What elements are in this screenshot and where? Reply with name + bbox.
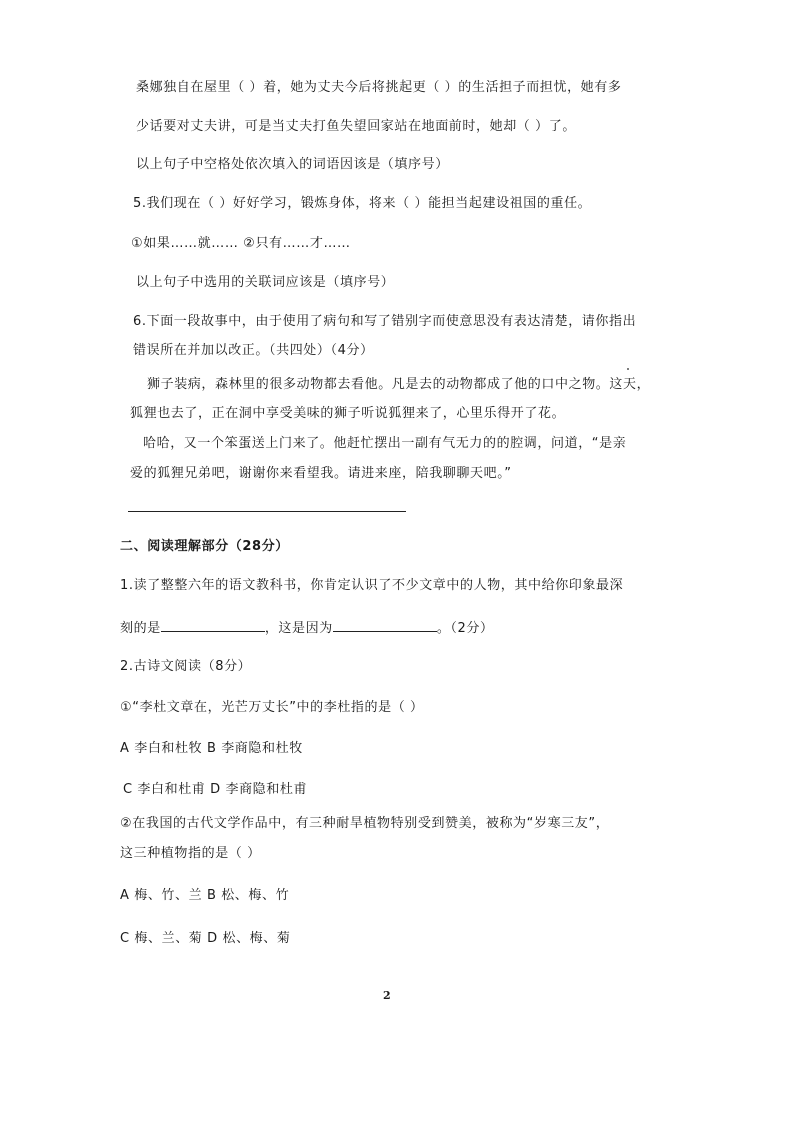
q4-sentence-line1: 桑娜独自在屋里（ ）着，她为丈夫今后将挑起更（ ）的生活担子而担忧，她有多 [136, 80, 622, 95]
poem-question-2-line1: ②在我国的古代文学作品中，有三种耐旱植物特别受到赞美，被称为“岁寒三友”， [120, 816, 610, 831]
q4-sentence-line2: 少话要对丈夫讲，可是当丈夫打鱼失望回家站在地面前时，她却（ ）了。 [136, 119, 576, 134]
poem-question-2-line2: 这三种植物指的是（ ） [120, 846, 261, 861]
poem-question-1-options-cd: C 李白和杜甫 D 李商隐和杜甫 [123, 782, 308, 797]
q6-story-line3: 哈哈，又一个笨蛋送上门来了。他赶忙摆出一副有气无力的的腔调，问道，“是亲 [143, 436, 627, 451]
poem-question-1: ①“李杜文章在，光芒万丈长”中的李杜指的是（ ） [120, 700, 424, 715]
q6-answer-line [128, 511, 406, 512]
q6-prompt-line1: 6.下面一段故事中，由于使用了病句和写了错别字而使意思没有表达清楚，请你指出 [133, 314, 637, 329]
scan-speck [627, 368, 629, 370]
q4-instruction: 以上句子中空格处依次填入的词语因该是（填序号） [136, 157, 449, 172]
answer-blank-reason [333, 619, 437, 632]
poem-question-2-options-ab: A 梅、竹、兰 B 松、梅、竹 [120, 888, 290, 903]
reading-q1-part-b: ，这是因为 [264, 621, 333, 636]
q5-sentence: 5.我们现在（ ）好好学习，锻炼身体，将来（ ）能担当起建设祖国的重任。 [133, 196, 592, 211]
q5-instruction: 以上句子中选用的关联词应该是（填序号） [136, 275, 395, 290]
section-2-heading: 二、阅读理解部分（28分） [120, 539, 289, 554]
reading-q1-line2 [120, 619, 494, 637]
answer-blank-character [161, 619, 265, 632]
reading-q1-part-a: 刻的是 [120, 621, 161, 636]
poem-question-2-options-cd: C 梅、兰、菊 D 松、梅、菊 [120, 931, 291, 946]
q6-prompt-line2: 错误所在并加以改正。（共四处）（4分） [133, 343, 374, 358]
q6-story-line1: 狮子装病，森林里的很多动物都去看他。凡是去的动物都成了他的口中之物。这天， [147, 377, 651, 392]
q6-story-line4: 爱的狐狸兄弟吧，谢谢你来看望我。请进来座，陪我聊聊天吧。” [130, 466, 512, 481]
poem-question-1-options-ab: A 李白和杜牧 B 李商隐和杜牧 [120, 741, 303, 756]
reading-q2-title: 2.古诗文阅读（8分） [120, 659, 252, 674]
q5-options: ①如果……就…… ②只有……才…… [131, 236, 351, 251]
q6-story-line2: 狐狸也去了，正在洞中享受美味的狮子听说狐狸来了，心里乐得开了花。 [130, 406, 566, 421]
page-number: 2 [383, 989, 391, 1002]
reading-q1-part-c: 。（2分） [436, 621, 494, 636]
reading-q1-line1: 1.读了整整六年的语文教科书，你肯定认识了不少文章中的人物，其中给你印象最深 [120, 578, 624, 593]
